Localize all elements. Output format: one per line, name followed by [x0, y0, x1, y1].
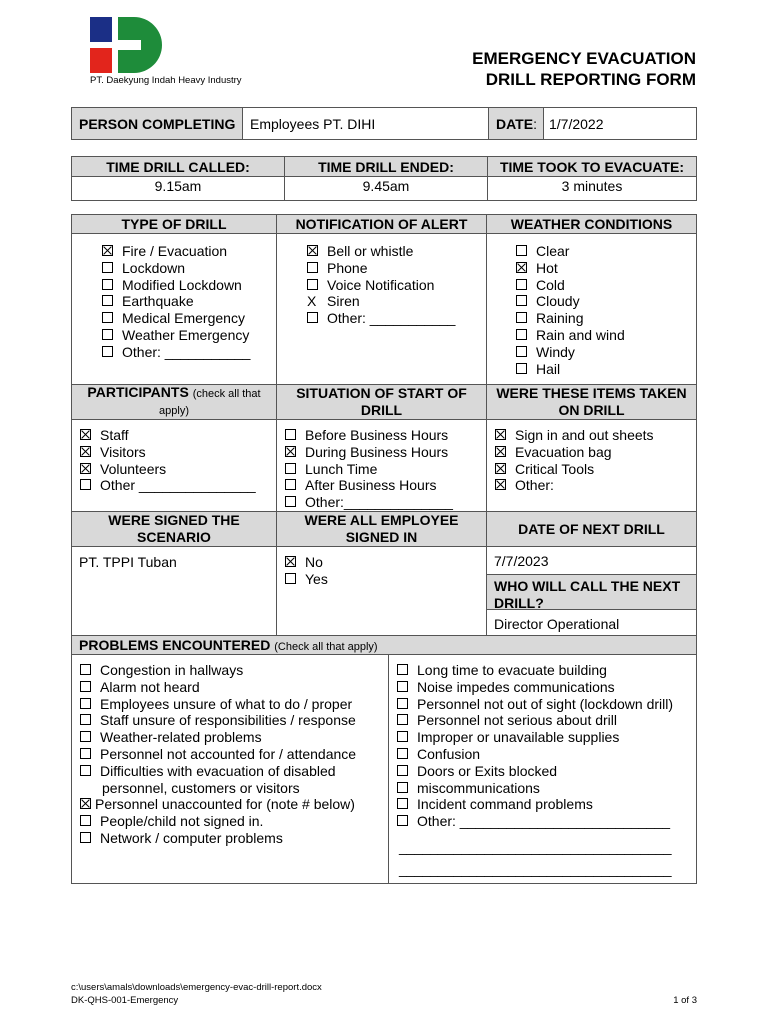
- checked-box-icon[interactable]: [285, 446, 296, 457]
- option-label: Congestion in hallways: [100, 662, 244, 678]
- checkbox-option[interactable]: [285, 477, 486, 494]
- checkbox-option[interactable]: [80, 461, 276, 478]
- checkbox-icon[interactable]: [102, 329, 113, 340]
- checkbox-option[interactable]: [307, 310, 486, 327]
- checkbox-option[interactable]: [102, 243, 276, 260]
- checkbox-option[interactable]: [397, 712, 696, 729]
- items-taken-options: [495, 427, 696, 494]
- footer-doc-id: DK-QHS-001-Emergency: [71, 995, 179, 1006]
- employees-signed-header: WERE ALL EMPLOYEE SIGNED IN: [277, 511, 487, 546]
- time-ended-value[interactable]: 9.45am: [285, 177, 488, 201]
- option-label: Visitors: [100, 443, 146, 460]
- checkbox-option[interactable]: [80, 763, 388, 780]
- situation-options: [285, 427, 486, 511]
- option-label: Personnel unaccounted for (note # below): [95, 796, 355, 813]
- checkbox-icon[interactable]: [80, 765, 91, 776]
- checkbox-icon[interactable]: [307, 262, 318, 273]
- form-title: [472, 48, 696, 90]
- option-label: Alarm not heard: [100, 678, 200, 695]
- next-drill-header: DATE OF NEXT DRILL: [487, 511, 697, 546]
- checkbox-option[interactable]: [397, 763, 696, 780]
- option-label: Network / computer problems: [100, 829, 283, 846]
- checkbox-option[interactable]: [285, 494, 486, 511]
- x-mark-icon: X: [307, 293, 317, 310]
- checkbox-icon[interactable]: [102, 279, 113, 290]
- checked-box-icon[interactable]: [495, 479, 506, 490]
- checkbox-option[interactable]: [397, 696, 696, 713]
- option-label: miscommunications: [417, 779, 540, 796]
- problems-table: [71, 635, 697, 884]
- option-label: personnel, customers or visitors: [102, 779, 300, 796]
- checked-box-icon[interactable]: [495, 463, 506, 474]
- option-label: Siren: [327, 293, 360, 310]
- checkbox-option[interactable]: [102, 277, 276, 294]
- checkbox-option[interactable]: [80, 746, 388, 763]
- situation-header: SITUATION OF START OF DRILL: [277, 385, 487, 420]
- checkbox-option[interactable]: [80, 813, 388, 830]
- option-label: Improper or unavailable supplies: [417, 729, 620, 746]
- checkbox-option[interactable]: [80, 444, 276, 461]
- checkbox-option[interactable]: [80, 796, 388, 813]
- checkbox-option[interactable]: [307, 293, 486, 310]
- option-label: Weather-related problems: [100, 729, 262, 746]
- checkbox-option[interactable]: [80, 696, 388, 713]
- option-label: Evacuation bag: [515, 443, 612, 460]
- checkbox-icon[interactable]: [516, 279, 527, 290]
- checkbox-icon[interactable]: [80, 731, 91, 742]
- checkbox-option[interactable]: [495, 427, 696, 444]
- checkbox-option[interactable]: [516, 277, 696, 294]
- person-table: [71, 107, 697, 140]
- date-value[interactable]: 1/7/2022: [544, 108, 697, 140]
- checkbox-icon[interactable]: [285, 429, 296, 440]
- who-calls-header: WHO WILL CALL THE NEXT DRILL?: [487, 575, 696, 610]
- employees-signed-options: [285, 554, 486, 588]
- scenario-value[interactable]: PT. TPPI Tuban: [72, 546, 277, 638]
- checkbox-icon[interactable]: [397, 765, 408, 776]
- checkbox-option[interactable]: [397, 813, 696, 830]
- time-called-value[interactable]: 9.15am: [72, 177, 285, 201]
- checkbox-icon[interactable]: [102, 346, 113, 357]
- option-label: Other: ___________________________: [417, 813, 671, 830]
- checkbox-option[interactable]: [397, 796, 696, 813]
- next-drill-date[interactable]: 7/7/2023: [487, 547, 696, 575]
- checked-box-icon[interactable]: [307, 245, 318, 256]
- checked-box-icon[interactable]: [80, 463, 91, 474]
- checkbox-option[interactable]: [495, 461, 696, 478]
- weather-header: WEATHER CONDITIONS: [487, 215, 697, 234]
- checkbox-icon[interactable]: [516, 363, 527, 374]
- checkbox-icon[interactable]: [516, 295, 527, 306]
- scenario-header: WERE SIGNED THE SCENARIO: [72, 511, 277, 546]
- checkbox-icon[interactable]: [516, 346, 527, 357]
- checked-box-icon[interactable]: [102, 245, 113, 256]
- checked-box-icon[interactable]: [495, 429, 506, 440]
- checkbox-icon[interactable]: [397, 748, 408, 759]
- checkbox-option[interactable]: [516, 310, 696, 327]
- option-label: Critical Tools: [515, 460, 595, 477]
- checkbox-icon[interactable]: [80, 479, 91, 490]
- person-value[interactable]: Employees PT. DIHI: [243, 108, 489, 140]
- option-label: Employees unsure of what to do / proper: [100, 695, 353, 712]
- times-table: [71, 156, 697, 201]
- option-label: Other:: [515, 477, 554, 494]
- checkbox-icon[interactable]: [397, 698, 408, 709]
- company-name: PT. Daekyung Indah Heavy Industry: [90, 75, 242, 86]
- option-label: Cold: [536, 276, 565, 293]
- problems-right-options: [397, 662, 696, 830]
- checkbox-option[interactable]: [516, 243, 696, 260]
- option-label: Bell or whistle: [327, 243, 414, 259]
- checkbox-option[interactable]: [80, 662, 388, 679]
- checkbox-option[interactable]: [285, 461, 486, 478]
- checkbox-option[interactable]: [80, 729, 388, 746]
- option-label: Medical Emergency: [122, 310, 245, 327]
- checkbox-icon[interactable]: [397, 731, 408, 742]
- option-label: Fire / Evacuation: [122, 243, 228, 259]
- notes-line-1: ___________________________________: [399, 838, 672, 855]
- problems-header: PROBLEMS ENCOUNTERED (Check all that apply): [72, 636, 697, 655]
- time-took-label: TIME TOOK TO EVACUATE:: [488, 157, 697, 177]
- form-title-line2: DRILL REPORTING FORM: [485, 70, 696, 89]
- option-label: Incident command problems: [417, 796, 593, 813]
- option-label: People/child not signed in.: [100, 813, 264, 830]
- checked-box-icon[interactable]: [80, 446, 91, 457]
- checkbox-option[interactable]: [516, 344, 696, 361]
- checkbox-option[interactable]: [397, 780, 696, 797]
- checkbox-icon[interactable]: [80, 664, 91, 675]
- person-label: PERSON COMPLETING: [72, 108, 243, 140]
- checkbox-option[interactable]: [516, 361, 696, 378]
- company-logo: [90, 17, 162, 73]
- participants-options: [80, 427, 276, 494]
- option-label: Long time to evacuate building: [417, 662, 607, 678]
- checkbox-icon[interactable]: [102, 295, 113, 306]
- checkbox-icon[interactable]: [285, 479, 296, 490]
- checkbox-option[interactable]: [516, 260, 696, 277]
- who-calls-value[interactable]: Director Operational: [494, 615, 620, 632]
- option-label: Clear: [536, 243, 570, 259]
- participants-header: PARTICIPANTS (check all that apply): [72, 385, 277, 420]
- option-label: Before Business Hours: [305, 427, 449, 443]
- option-label: After Business Hours: [305, 477, 437, 494]
- checkbox-option[interactable]: [516, 327, 696, 344]
- checkbox-option[interactable]: [397, 729, 696, 746]
- checkbox-option[interactable]: [80, 477, 276, 494]
- option-label: Modified Lockdown: [122, 276, 242, 293]
- option-label: Weather Emergency: [122, 326, 250, 343]
- checked-box-icon[interactable]: [516, 262, 527, 273]
- option-label: Voice Notification: [327, 276, 435, 293]
- weather-options: [516, 243, 696, 377]
- option-label: Raining: [536, 310, 584, 327]
- footer-path: c:\users\amals\downloads\emergency-evac-drill-report.docx: [71, 982, 322, 993]
- option-label: Other: ___________: [327, 310, 456, 327]
- checkbox-icon[interactable]: [397, 681, 408, 692]
- option-label: Hot: [536, 259, 558, 276]
- checkbox-icon[interactable]: [102, 262, 113, 273]
- checkbox-icon[interactable]: [80, 748, 91, 759]
- drill-details-table: [71, 214, 697, 639]
- checkbox-option[interactable]: [80, 427, 276, 444]
- option-label: Confusion: [417, 745, 481, 762]
- checkbox-icon[interactable]: [307, 312, 318, 323]
- checkbox-option[interactable]: [102, 293, 276, 310]
- problems-left-options: [80, 662, 388, 847]
- checkbox-icon[interactable]: [516, 312, 527, 323]
- option-label: Personnel not serious about drill: [417, 712, 618, 729]
- footer-page: 1 of 3: [673, 995, 697, 1006]
- checkbox-icon[interactable]: [80, 698, 91, 709]
- checkbox-icon[interactable]: [397, 782, 408, 793]
- checkbox-option[interactable]: [307, 277, 486, 294]
- checkbox-icon[interactable]: [285, 573, 296, 584]
- option-label: Difficulties with evacuation of disabled: [100, 762, 336, 779]
- checkbox-option[interactable]: [397, 662, 696, 679]
- time-called-label: TIME DRILL CALLED:: [72, 157, 285, 177]
- checkbox-option[interactable]: [516, 293, 696, 310]
- option-label: Staff: [100, 427, 129, 443]
- option-label: Other: ___________: [122, 343, 251, 360]
- problems-notes[interactable]: [397, 836, 696, 880]
- checkbox-icon[interactable]: [516, 329, 527, 340]
- checkbox-option[interactable]: [80, 679, 388, 696]
- option-label: Rain and wind: [536, 326, 625, 343]
- checkbox-option[interactable]: [102, 310, 276, 327]
- checkbox-option[interactable]: [495, 444, 696, 461]
- checkbox-icon[interactable]: [397, 798, 408, 809]
- option-label: During Business Hours: [305, 443, 449, 460]
- time-ended-label: TIME DRILL ENDED:: [285, 157, 488, 177]
- checkbox-option[interactable]: [397, 679, 696, 696]
- checkbox-option[interactable]: [285, 571, 486, 588]
- option-label: Phone: [327, 259, 368, 276]
- notification-header: NOTIFICATION OF ALERT: [277, 215, 487, 234]
- option-label: Lockdown: [122, 259, 186, 276]
- checkbox-option[interactable]: [80, 830, 388, 847]
- option-label: Yes: [305, 570, 328, 587]
- checkbox-icon[interactable]: [285, 463, 296, 474]
- option-label: Personnel not out of sight (lockdown drill): [417, 695, 674, 712]
- option-continuation: [80, 780, 388, 797]
- checked-box-icon[interactable]: [80, 429, 91, 440]
- option-label: Windy: [536, 343, 575, 360]
- option-label: Other:______________: [305, 494, 453, 511]
- checkbox-icon[interactable]: [80, 832, 91, 843]
- checkbox-icon[interactable]: [516, 245, 527, 256]
- type-of-drill-header: TYPE OF DRILL: [72, 215, 277, 234]
- option-label: No: [305, 553, 323, 570]
- option-label: Staff unsure of responsibilities / response: [100, 712, 356, 729]
- notes-line-2: ___________________________________: [399, 860, 672, 877]
- checkbox-icon[interactable]: [397, 815, 408, 826]
- checkbox-icon[interactable]: [397, 714, 408, 725]
- option-label: Noise impedes communications: [417, 678, 615, 695]
- time-took-value[interactable]: 3 minutes: [488, 177, 697, 201]
- checkbox-icon[interactable]: [80, 681, 91, 692]
- option-label: Doors or Exits blocked: [417, 762, 558, 779]
- checkbox-option[interactable]: [285, 554, 486, 571]
- option-label: Cloudy: [536, 293, 580, 310]
- checked-box-icon[interactable]: [495, 446, 506, 457]
- items-taken-header: WERE THESE ITEMS TAKEN ON DRILL: [487, 385, 697, 420]
- option-label: Hail: [536, 360, 561, 377]
- checkbox-icon[interactable]: [397, 664, 408, 675]
- checkbox-option[interactable]: [495, 477, 696, 494]
- option-label: Sign in and out sheets: [515, 427, 654, 443]
- checkbox-option[interactable]: [102, 260, 276, 277]
- checkbox-option[interactable]: [102, 327, 276, 344]
- form-title-line1: EMERGENCY EVACUATION: [472, 49, 696, 68]
- checkbox-option[interactable]: [307, 243, 486, 260]
- checkbox-icon[interactable]: [80, 714, 91, 725]
- option-label: Other _______________: [100, 477, 256, 494]
- checkbox-icon[interactable]: [80, 815, 91, 826]
- checkbox-option[interactable]: [307, 260, 486, 277]
- option-label: Earthquake: [122, 293, 194, 310]
- type-of-drill-options: [102, 243, 276, 361]
- date-label: DATE:: [489, 108, 544, 140]
- checkbox-icon[interactable]: [102, 312, 113, 323]
- notification-options: [307, 243, 486, 327]
- option-label: Volunteers: [100, 460, 167, 477]
- checked-box-icon[interactable]: [80, 798, 91, 809]
- checkbox-icon[interactable]: [285, 496, 296, 507]
- option-label: Personnel not accounted for / attendance: [100, 745, 357, 762]
- checkbox-option[interactable]: [102, 344, 276, 361]
- checkbox-option[interactable]: [80, 712, 388, 729]
- checked-box-icon[interactable]: [285, 556, 296, 567]
- option-label: Lunch Time: [305, 460, 378, 477]
- checkbox-option[interactable]: [285, 444, 486, 461]
- checkbox-icon[interactable]: [307, 279, 318, 290]
- checkbox-option[interactable]: [285, 427, 486, 444]
- checkbox-option[interactable]: [397, 746, 696, 763]
